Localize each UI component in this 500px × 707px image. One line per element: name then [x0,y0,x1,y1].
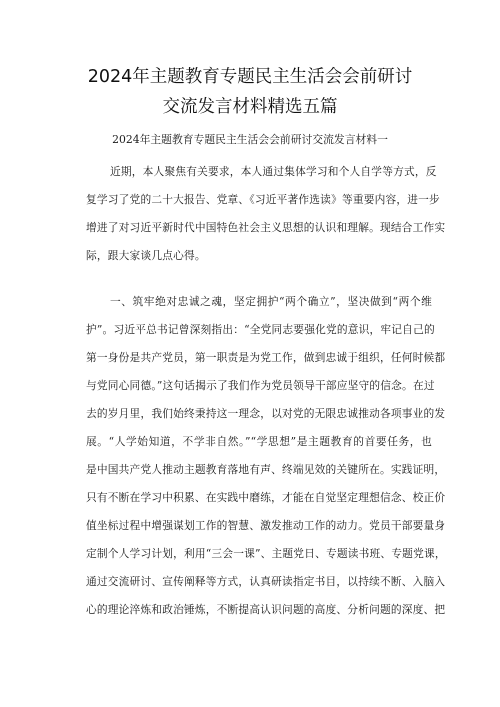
paragraph-2-line-1: 一、筑牢绝对忠诚之魂，坚定拥护“两个确立”，坚决做到“两个维 [110,295,432,308]
paragraph-2-line-4: 与党同心同德。”这句话揭示了我们作为党员领导干部应坚守的信念。在过 [86,379,435,392]
paragraph-2-line-10: 定制个人学习计划，利用“三会一课”、主题党日、专题读书班、专题党课， [86,547,446,560]
paragraph-1-line-1: 近期，本人聚焦有关要求，本人通过集体学习和个人自学等方式，反 [110,165,437,178]
paragraph-2-line-7: 是中国共产党人推动主题教育落地有声、终端见效的关键所在。实践证明， [86,463,446,476]
paragraph-2-line-11: 通过交流研讨、宣传阐释等方式，认真研读指定书目，以持续不断、入脑入 [86,575,446,588]
paragraph-2-line-2: 护”。习近平总书记曾深刻指出：“全党同志要强化党的意识，牢记自己的 [86,323,435,336]
paragraph-1-line-2: 复学习了党的二十大报告、党章、《习近平著作选读》等重要内容，进一步 [86,193,440,206]
paragraph-2-line-12: 心的理论淬炼和政治锤炼，不断提高认识问题的高度、分析问题的深度、把 [86,603,446,616]
section-subtitle: 2024年主题教育专题民主生活会会前研讨交流发言材料一 [112,133,388,146]
paragraph-2-line-8: 只有不断在学习中积累、在实践中磨练，才能在自觉坚定理想信念、校正价 [86,491,446,504]
paragraph-2-line-5: 去的岁月里，我们始终秉持这一理念，以对党的无限忠诚推动各项事业的发 [86,407,446,420]
paragraph-1-line-3: 增进了对习近平新时代中国特色社会主义思想的认识和理解。现结合工作实 [86,221,446,234]
document-title-line-2: 交流发言材料精选五篇 [162,97,338,117]
document-title-line-1: 2024年主题教育专题民主生活会会前研讨 [87,67,413,87]
paragraph-2-line-6: 展。“人学始知道，不学非自然。”“学思想”是主题教育的首要任务，也 [86,435,432,448]
paragraph-2-line-3: 第一身份是共产党员，第一职责是为党工作，做到忠诚于组织，任何时候都 [86,351,446,364]
paragraph-2-line-9: 值坐标过程中增强谋划工作的智慧、激发推动工作的动力。党员干部要量身 [86,519,446,532]
paragraph-1-line-4: 际，跟大家谈几点心得。 [86,249,206,262]
